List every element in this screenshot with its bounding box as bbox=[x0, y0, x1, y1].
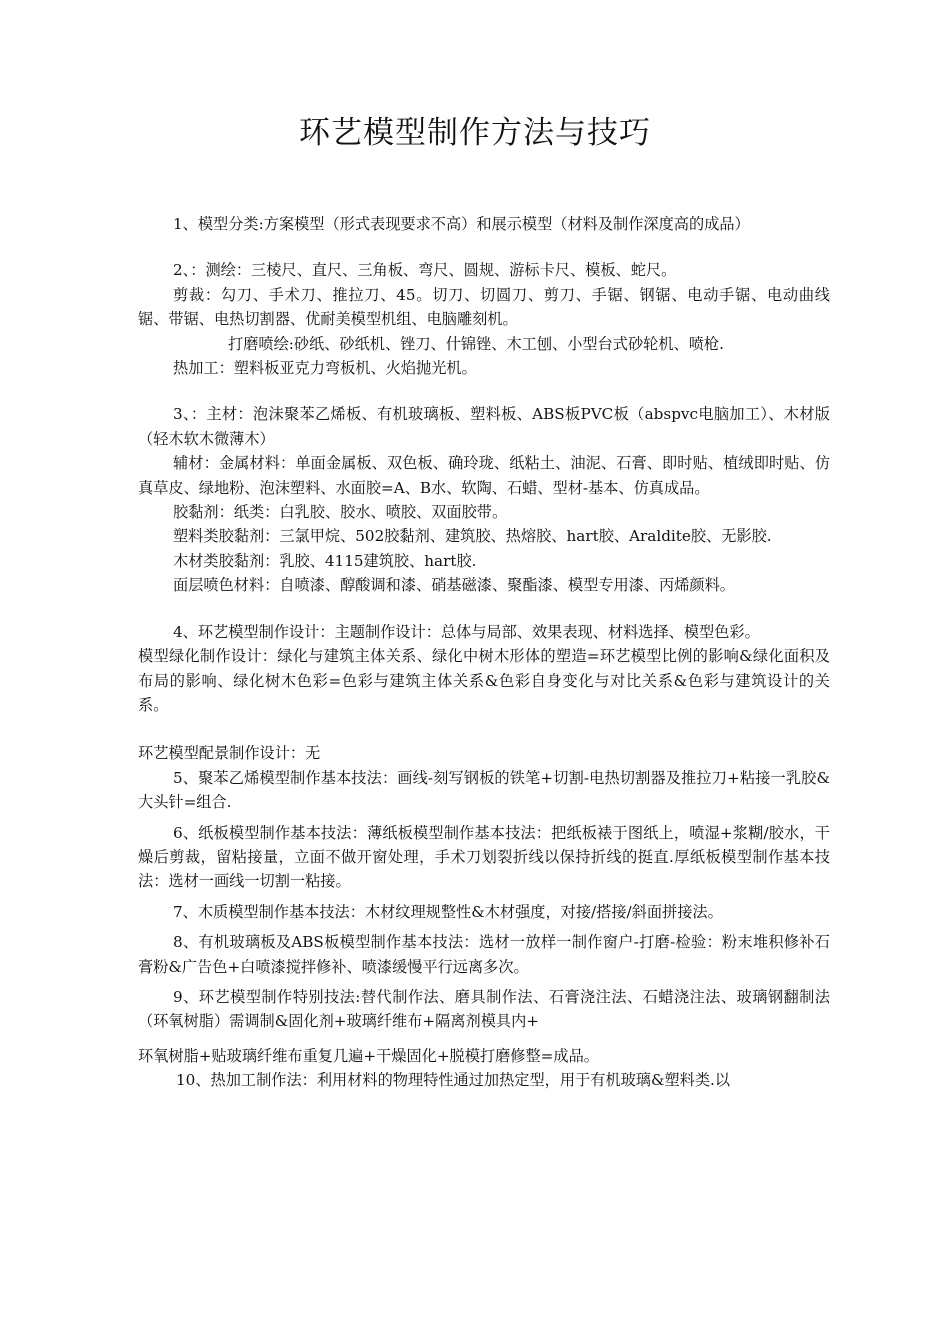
paragraph-5: 热加工：塑料板亚克力弯板机、火焰抛光机。 bbox=[173, 359, 477, 378]
paragraph-13: 模型绿化制作设计：绿化与建筑主体关系、绿化中树木形体的塑造=环艺模型比例的影响&绿化面积及布局的影响、绿化树木色彩=色彩与建筑主体关系&色彩自身变化与对比关系&色彩与建筑设计的关系。 bbox=[138, 647, 830, 714]
paragraph-6: 3、：主材：泡沫聚苯乙烯板、有机玻璃板、塑料板、ABS板PVC板（abspvc电脑加工）、木材版（轻木软木微薄木） bbox=[138, 405, 830, 448]
paragraph-12: 4、环艺模型制作设计：主题制作设计：总体与局部、效果表现、材料选择、模型色彩。 bbox=[173, 622, 760, 641]
document-body bbox=[138, 212, 830, 1093]
paragraph-14: 环艺模型配景制作设计：无 bbox=[138, 744, 321, 763]
paragraph-3: 剪裁：勾刀、手术刀、推拉刀、45。切刀、切圆刀、剪刀、手锯、钢锯、电动手锯、电动曲线锯、带锯、电热切割器、优耐美模型机组、电脑雕刻机。 bbox=[138, 285, 830, 329]
paragraph-10: 木材类胶黏剂：乳胶、4115建筑胶、hart胶. bbox=[173, 551, 477, 570]
document-title: 环艺模型制作方法与技巧 bbox=[299, 115, 651, 151]
paragraph-2: 2、：测绘：三棱尺、直尺、三角板、弯尺、圆规、游标卡尺、模板、蛇尺。 bbox=[173, 261, 677, 280]
paragraph-11: 面层喷色材料：自喷漆、醇酸调和漆、硝基磁漆、聚酯漆、模型专用漆、丙烯颜料。 bbox=[173, 576, 735, 595]
paragraph-16: 6、纸板模型制作基本技法：薄纸板模型制作基本技法：把纸板裱于图纸上，喷湿+浆糊/胶水，干燥后剪裁，留粘接量，立面不做开窗处理，手术刀划裂折线以保持折线的挺直.厚纸板模型制作基本技法：选材一画线一切割一粘接。 bbox=[138, 823, 830, 891]
paragraph-19: 9、环艺模型制作特别技法:替代制作法、磨具制作法、石膏浇注法、石蜡浇注法、玻璃钢翻制法（环氧树脂）需调制&固化剂+玻璃纤维布+隔离剂模具内+ bbox=[138, 987, 830, 1031]
paragraph-17: 7、木质模型制作基本技法：木材纹理规整性&木材强度，对接/搭接/斜面拼接法。 bbox=[173, 902, 723, 921]
paragraph-20: 环氧树脂+贴玻璃纤维布重复几遍+干燥固化+脱模打磨修整=成品。 bbox=[138, 1046, 599, 1065]
paragraph-1: 1、模型分类:方案模型（形式表现要求不高）和展示模型（材料及制作深度高的成品） bbox=[173, 215, 750, 233]
paragraph-8: 胶黏剂：纸类：白乳胶、胶水、喷胶、双面胶带。 bbox=[173, 503, 508, 522]
paragraph-15: 5、聚苯乙烯模型制作基本技法：画线-刻写钢板的铁笔+切割-电热切割器及推拉刀+粘接一乳胶&大头针=组合. bbox=[138, 768, 830, 812]
paragraph-7: 辅材：金属材料：单面金属板、双色板、确玲珑、纸粘土、油泥、石膏、即时贴、植绒即时贴、仿真草皮、绿地粉、泡沫塑料、水面胶=A、B水、软陶、石蜡、型材-基本、仿真成品。 bbox=[138, 454, 830, 497]
paragraph-18: 8、有机玻璃板及ABS板模型制作基本技法：选材一放样一制作窗户-打磨-检验：粉末堆积修补石膏粉&广告色+白喷漆搅拌修补、喷漆缓慢平行远离多次。 bbox=[138, 933, 830, 976]
paragraph-9: 塑料类胶黏剂：三氯甲烷、502胶黏剂、建筑胶、热熔胶、hart胶、Araldite胶、无影胶. bbox=[173, 527, 772, 546]
paragraph-21: 10、热加工制作法：利用材料的物理特性通过加热定型，用于有机玻璃&塑料类.以 bbox=[176, 1071, 731, 1090]
paragraph-4: 打磨喷绘:砂纸、砂纸机、锉刀、什锦锉、木工刨、小型台式砂轮机、喷枪. bbox=[228, 334, 724, 353]
